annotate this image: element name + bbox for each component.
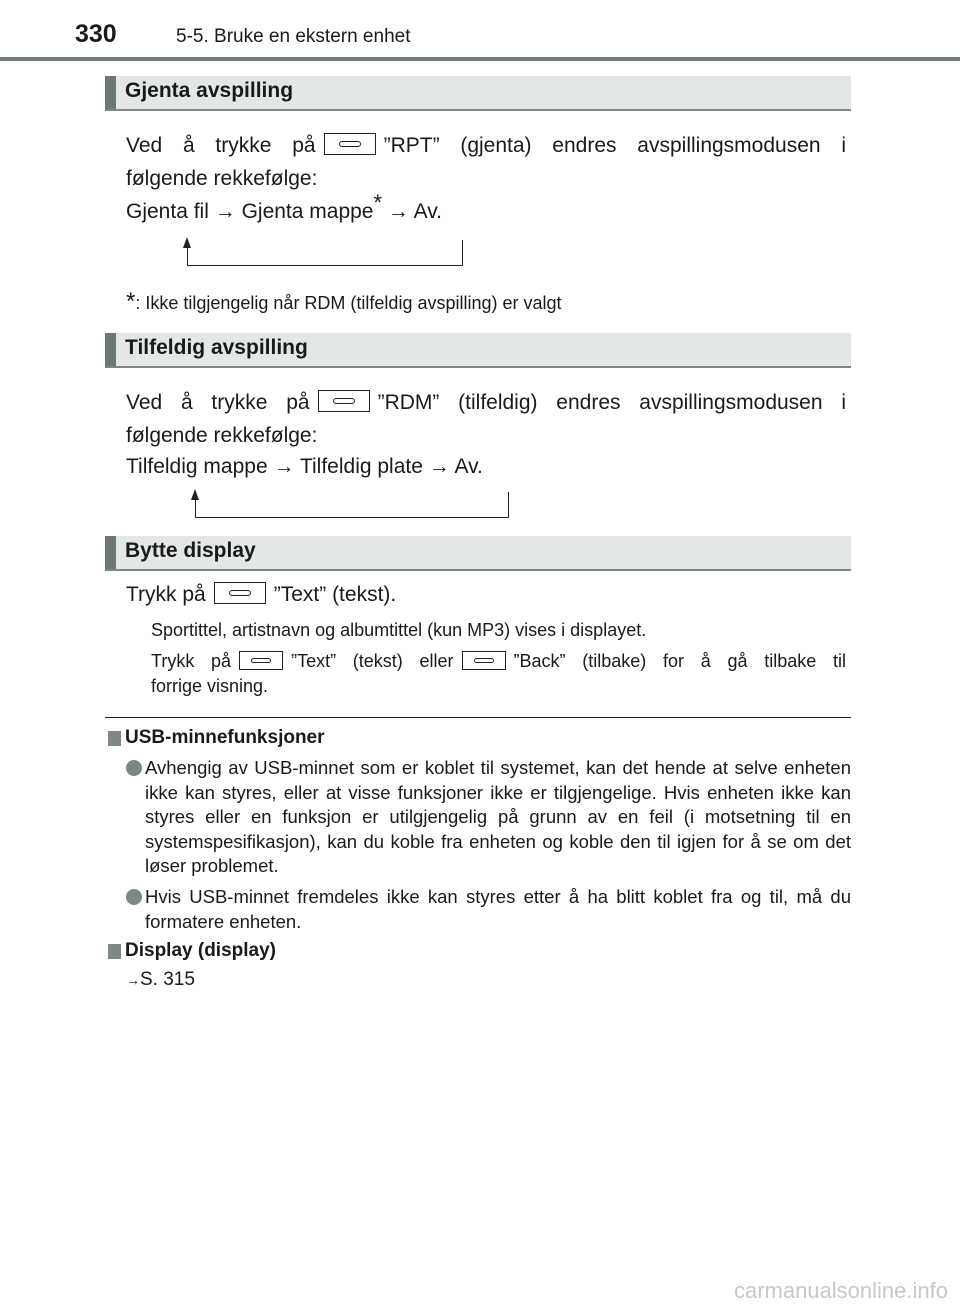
section-title: Bytte display [125,539,256,562]
square-bullet-icon [108,944,121,959]
random-sequence: Tilfeldig mappe → Tilfeldig plate → Av. [126,455,483,478]
button-icon [214,582,266,604]
repeat-line2: følgende rekkefølge: [126,167,318,190]
footnote: *: Ikke tilgjengelig når RDM (tilfeldig avspilling) er valgt [126,288,562,315]
usb-heading: USB-minnefunksjoner [125,727,325,748]
section-header-random [105,333,851,368]
square-bullet-icon [108,731,121,746]
header-rule [0,57,960,61]
button-icon [462,651,506,670]
button-icon [318,390,370,412]
bullet-icon [126,760,142,776]
usb-bullet-2: Hvis USB-minnet fremdeles ikke kan styres etter å ha blitt koblet fra og til, må du formatere enheten. [145,886,851,932]
usb-bullet-1: Avhengig av USB-minnet som er koblet til systemet, kan det hende at selve enheten ikke kan styres, eller at visse funksjoner ikke er tilgjengelige. Hvis enheten ikke kan styres eller en funksjon er utilgjengelig på grunn av en feil (i motsetning til en systemspesifikasjon), kan du koble fra enheten og koble den til igjen for å se om det løser problemet. [145,757,851,876]
section-header-display [105,536,851,571]
divider [105,717,851,718]
watermark: carmanualsonline.info [733,1278,948,1303]
loop-arrow-icon [191,489,199,500]
display-note2: Trykk på ”Text” (tekst) eller ”Back” (tilbake) for å gå tilbake til [151,651,846,671]
page-number: 330 [75,20,117,48]
page-reference-link[interactable]: →S. 315 [126,969,195,990]
random-line2: følgende rekkefølge: [126,424,318,447]
section-title: Gjenta avspilling [125,79,294,102]
display-note2-cont: forrige visning. [151,676,269,696]
section-header-repeat [105,76,851,111]
arrow-icon: → [428,455,450,478]
arrow-icon: → [126,972,140,988]
repeat-line1: Ved å trykke på ”RPT” (gjenta) endres avspillingsmodusen i [126,134,846,157]
section-title: Tilfeldig avspilling [125,336,308,359]
display-heading: Display (display) [125,940,276,961]
bullet-icon [126,889,142,905]
button-icon [239,651,283,670]
display-note1: Sportittel, artistnavn og albumtittel (kun MP3) vises i displayet. [151,620,647,640]
loop-bracket [187,240,463,266]
arrow-icon: → [273,455,295,478]
loop-bracket [195,492,509,518]
loop-arrow-icon [183,237,191,248]
random-line1: Ved å trykke på ”RDM” (tilfeldig) endres avspillingsmodusen i [126,391,846,414]
arrow-icon: → [387,200,409,223]
arrow-icon: → [214,200,236,223]
chapter-title: 5-5. Bruke en ekstern enhet [176,26,411,47]
button-icon [324,133,376,155]
display-line1: Trykk på ”Text” (tekst). [126,583,397,606]
repeat-sequence: Gjenta fil → Gjenta mappe* → Av. [126,190,442,223]
